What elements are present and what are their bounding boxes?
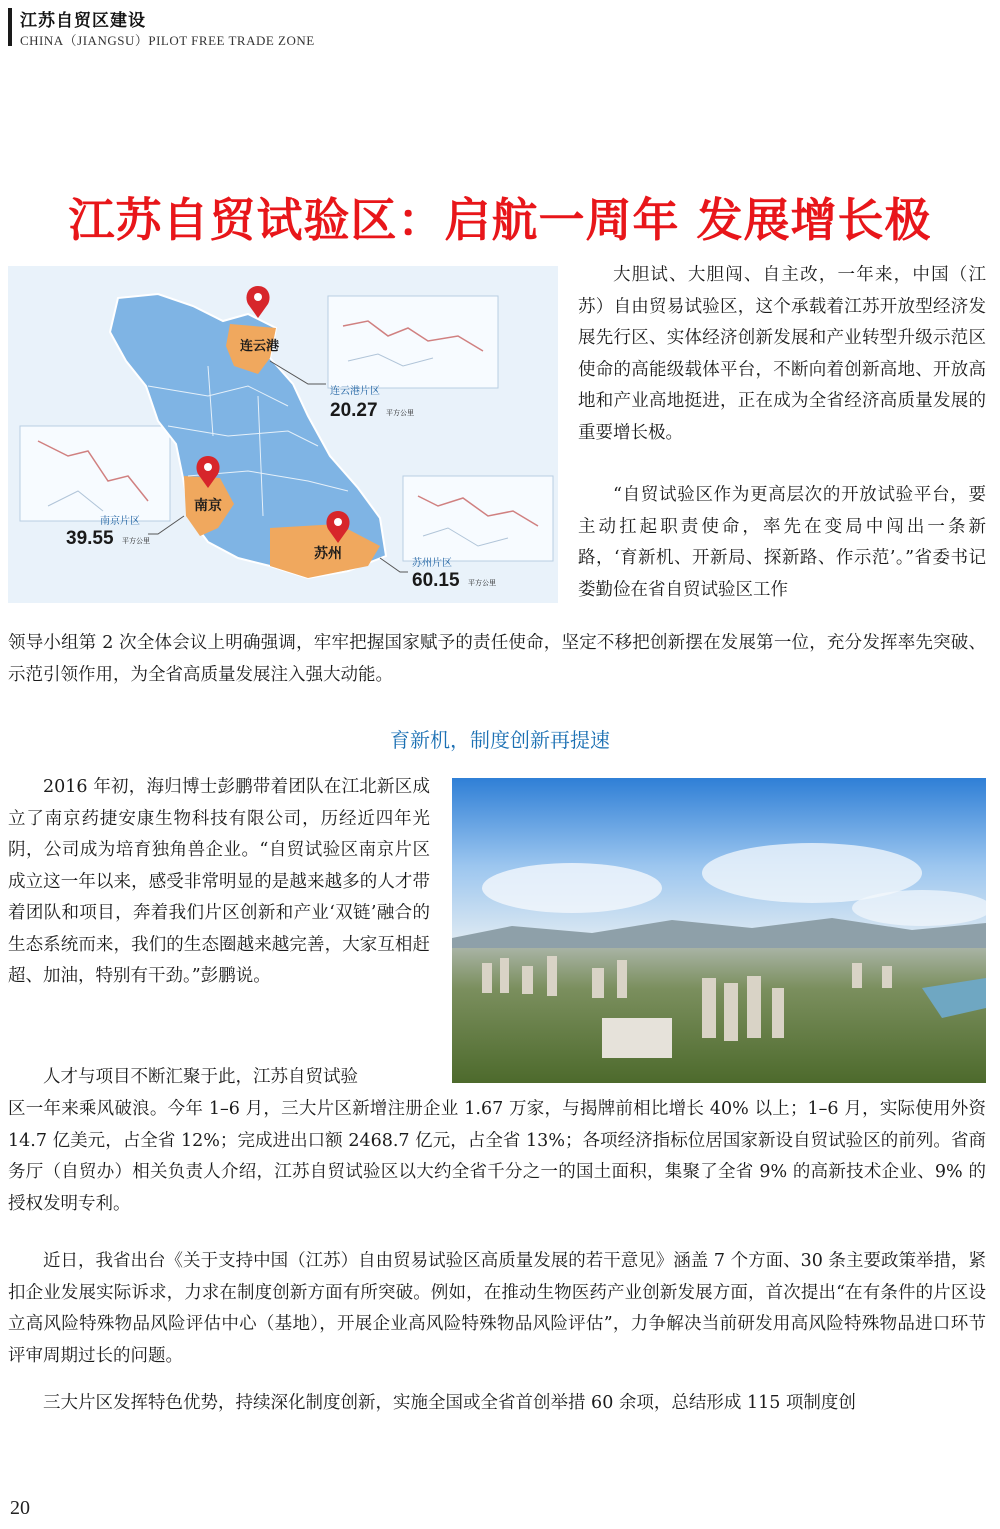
- zone-unit-suzhou: 平方公里: [468, 579, 496, 587]
- article-title: 江苏自贸试验区：启航一周年 发展增长极: [68, 193, 932, 247]
- paragraph-1: 大胆试、大胆闯、自主改，一年来，中国（江苏）自由贸易试验区，这个承载着江苏开放型经济发展先行区、实体经济创新发展和产业转型升级示范区使命的高能级载体平台，不断向着创新高地、开放高地和产业高地挺进，正在成为全省经济高质量发展的重要增长极。: [578, 265, 986, 443]
- zone-area-nanjing: 39.55: [66, 528, 114, 549]
- section-title: 江苏自贸区建设: [20, 11, 146, 31]
- zone-name-suzhou: 苏州片区: [412, 558, 452, 569]
- city-label-suzhou: 苏州: [314, 546, 342, 562]
- inset-suzhou: [403, 476, 553, 561]
- aerial-city-photo: [452, 778, 986, 1083]
- paragraph-5: 近日，我省出台《关于支持中国（江苏）自由贸易试验区高质量发展的若干意见》涵盖 7 个方面、30 条主要政策举措，紧扣企业发展实际诉求，力求在制度创新方面有所突破。例如，在推动生物医药产业创新发展方面，首次提出“在有条件的片区设立高风险特殊物品风险评估中心（基地），开展企业高风险特殊物品风险评估”，力争解决当前研发用高风险特殊物品进口环节评审周期过长的问题。: [8, 1251, 986, 1366]
- paragraph-4-top: 人才与项目不断汇聚于此，江苏自贸试验: [43, 1067, 358, 1087]
- section-subtitle: CHINA（JIANGSU）PILOT FREE TRADE ZONE: [20, 33, 315, 48]
- zone-unit-nanjing: 平方公里: [122, 537, 150, 545]
- paragraph-6: 三大片区发挥特色优势，持续深化制度创新，实施全国或全省首创举措 60 余项，总结形成 115 项制度创: [43, 1393, 856, 1413]
- header-bar: [8, 8, 12, 46]
- paragraph-2-bottom: 领导小组第 2 次全体会议上明确强调，牢牢把握国家赋予的责任使命，坚定不移把创新摆在发展第一位，充分发挥率先突破、示范引领作用，为全省高质量发展注入强大动能。: [8, 633, 986, 685]
- zone-area-suzhou: 60.15: [412, 570, 460, 591]
- jiangsu-map: [8, 266, 558, 603]
- inset-lianyungang: [328, 296, 498, 388]
- paragraph-2-top: “自贸试验区作为更高层次的开放试验平台，要主动扛起职责使命，率先在变局中闯出一条新路，‘育新机、开新局、探新路、作示范’。”省委书记娄勤俭在省自贸试验区工作: [578, 485, 986, 600]
- zone-name-nanjing: 南京片区: [100, 516, 140, 527]
- inset-nanjing: [20, 426, 170, 521]
- city-label-lianyungang: 连云港: [240, 339, 280, 354]
- page-number: 20: [10, 1497, 30, 1519]
- zone-area-lianyungang: 20.27: [330, 400, 378, 421]
- zone-name-lianyungang: 连云港片区: [330, 386, 380, 397]
- city-label-nanjing: 南京: [194, 498, 222, 514]
- paragraph-3: 2016 年初，海归博士彭鹏带着团队在江北新区成立了南京药捷安康生物科技有限公司，历经近四年光阴，公司成为培育独角兽企业。“自贸试验区南京片区成立这一年以来，感受非常明显的是越来越多的人才带着团队和项目，奔着我们片区创新和产业‘双链’融合的生态系统而来，我们的生态圈越来越完善，大家互相赶超、加油，特别有干劲。”彭鹏说。: [8, 777, 430, 986]
- paragraph-4-bottom: 区一年来乘风破浪。今年 1–6 月，三大片区新增注册企业 1.67 万家，与揭牌前相比增长 40% 以上；1–6 月，实际使用外资 14.7 亿美元，占全省 12%；完成进出口额 2468.7 亿元，占全省 13%；各项经济指标位居国家新设自贸试验区的前列。省商务厅（自贸办）相关负责人介绍，江苏自贸试验区以大约全省千分之一的国土面积，集聚了全省 9% 的高新技术企业、9% 的授权发明专利。: [8, 1099, 986, 1214]
- zone-unit-lianyungang: 平方公里: [386, 409, 414, 417]
- section-subheading: 育新机，制度创新再提速: [390, 728, 610, 752]
